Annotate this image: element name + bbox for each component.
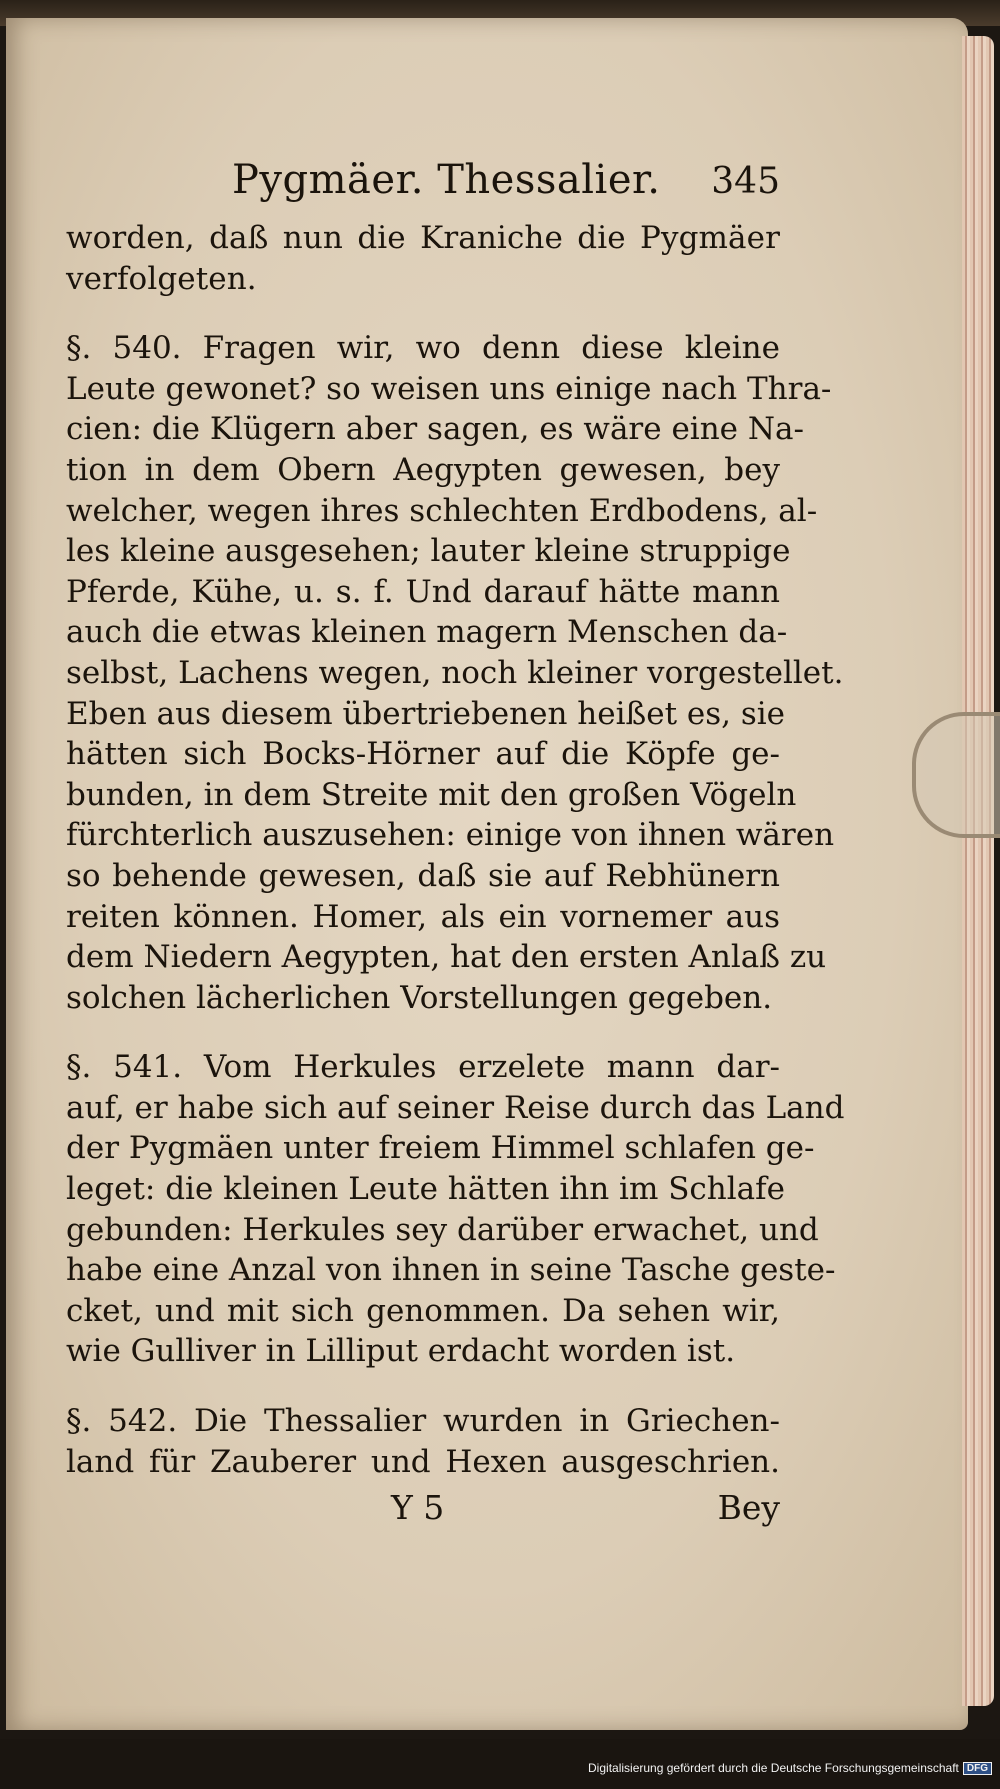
page-edges <box>962 36 994 1706</box>
text-line: §. 540. Fragen wir, wo denn diese kleine <box>66 330 780 367</box>
text-line: gebunden: Herkules sey darüber erwachet, und <box>66 1211 819 1248</box>
text-line: habe eine Anzal von ihnen in seine Tasche geste- <box>66 1252 836 1289</box>
text-line: auch die etwas kleinen magern Menschen da- <box>66 614 788 651</box>
text-line: cket, und mit sich genommen. Da sehen wir, <box>66 1292 780 1329</box>
dfg-logo-icon: DFG <box>963 1762 992 1775</box>
text-line: Pferde, Kühe, u. s. f. Und darauf hätte mann <box>66 573 780 610</box>
text-line: dem Niedern Aegypten, hat den ersten Anlaß zu <box>66 939 827 976</box>
page-footer <box>66 1488 780 1529</box>
text-line: selbst, Lachens wegen, noch kleiner vorgestellet. <box>66 654 844 691</box>
text-line: cien: die Klügern aber sagen, es wäre eine Na- <box>66 411 804 448</box>
paragraph-continuation <box>66 218 780 299</box>
text-line: leget: die kleinen Leute hätten ihn im Schlafe <box>66 1171 785 1208</box>
text-line: auf, er habe sich auf seiner Reise durch das Land <box>66 1089 845 1126</box>
text-line: land für Zauberer und Hexen ausgeschrien. <box>66 1443 780 1480</box>
digitization-credit <box>588 1761 992 1775</box>
text-line: so behende gewesen, daß sie auf Rebhünern <box>66 857 780 894</box>
text-line: der Pygmäen unter freiem Himmel schlafen ge- <box>66 1130 815 1167</box>
text-line: §. 542. Die Thessalier wurden in Griechen- <box>66 1403 780 1440</box>
paragraph-541 <box>66 1047 845 1372</box>
text-line: reiten können. Homer, als ein vornemer aus <box>66 898 780 935</box>
text-column <box>66 157 845 1529</box>
page-number: 345 <box>711 161 780 202</box>
paragraph-540 <box>66 328 844 1018</box>
text-line: les kleine ausgesehen; lauter kleine struppige <box>66 533 791 570</box>
credit-text: Digitalisierung gefördert durch die Deutsche Forschungsgemeinschaft <box>588 1761 959 1775</box>
text-line: fürchterlich auszusehen: einige von ihnen wären <box>66 817 835 854</box>
text-line: Leute gewonet? so weisen uns einige nach Thra- <box>66 370 832 407</box>
book-clasp <box>912 712 1000 838</box>
signature-mark: Y 5 <box>391 1488 445 1528</box>
text-line: §. 541. Vom Herkules erzelete mann dar- <box>66 1049 780 1086</box>
text-line: Eben aus diesem übertriebenen heißet es, sie <box>66 695 786 732</box>
text-line: solchen lächerlichen Vorstellungen gegeben. <box>66 979 773 1016</box>
text-line: hätten sich Bocks-Hörner auf die Köpfe ge- <box>66 736 780 773</box>
text-line: tion in dem Obern Aegypten gewesen, bey <box>66 451 780 488</box>
text-line: welcher, wegen ihres schlechten Erdbodens, al- <box>66 492 818 529</box>
catchword: Bey <box>717 1488 780 1528</box>
text-line: bunden, in dem Streite mit den großen Vögeln <box>66 776 797 813</box>
running-title: Pygmäer. Thessalier. <box>232 157 661 203</box>
text-line: wie Gulliver in Lilliput erdacht worden ist. <box>66 1333 736 1370</box>
paragraph-542 <box>66 1401 780 1482</box>
text-line: verfolgeten. <box>66 260 257 297</box>
running-header <box>66 157 780 218</box>
text-line: worden, daß nun die Kraniche die Pygmäer <box>66 220 780 256</box>
